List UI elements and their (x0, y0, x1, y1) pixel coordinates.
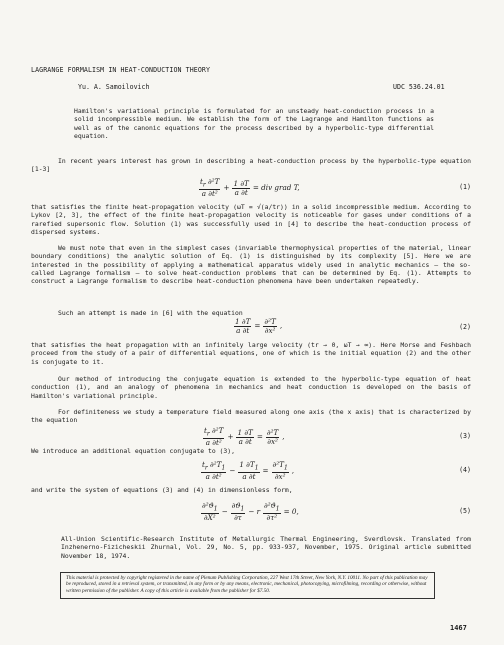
equation-2: $\frac{1 \partial T}{a \partial t}$ = $\frac{\text{∂²T}}{\text{∂x²}}$ , (2) (235, 317, 471, 335)
paragraph-3: We must note that even in the simplest cases (invariable thermophysical properties of the material, linear boundary conditions) the analytic solution of Eq. (1) is distinguished by its complexity [5]. Here we are interested in the possibility of applying a mathematical apparatus widely used in analytic mechanics — the so-called Lagrange formalism — to solve heat-conduction problems that can be determined by Eq. (1). Attempts to construct a Lagrange formalism to describe heat-conduction phenomena have been undertaken repeatedly. (31, 244, 471, 286)
equation-1: $\frac{t_r \partial^2T}{\text{a ∂t²}}$ + $\frac{1 \partial T}{a \partial t}$ = div grad T, (1) (200, 177, 471, 199)
paragraph-7: For definiteness we study a temperature field measured along one axis (the x axis) that is characterized by the equation (31, 408, 471, 425)
equation-1-rhs: = div grad T, (252, 183, 300, 193)
copyright-notice: This material is protected by copyright registered in the name of Plenum Publishing Corporation, 227 West 17th Street, New York, N.Y. 10011. No part of this publication may be reproduced, stored in a retrieval system, or transmitted, in any form or by any means, electronic, mechanical, photocopying, microfilming, recording or otherwise, without written permission of the publisher. A copy of this article is available from the publisher for $7.50. (60, 572, 435, 599)
paragraph-9: and write the system of equations (3) and (4) in dimensionless form, (31, 486, 293, 494)
equation-3: $\frac{t_r \partial^2T}{\text{a ∂t²}}$ + $\frac{1 \partial T}{a \partial t}$ = $\frac{\text{∂²T}}{\text{∂x²}}$ , (3) (204, 426, 471, 448)
equation-2-number: (2) (459, 323, 471, 331)
paragraph-6: Our method of introducing the conjugate equation is extended to the hyperbolic-type equation of heat conduction (1), and an analogy of phenomena in mechanics and heat conduction is developed on the basis of Hamilton's variational principle. (31, 375, 471, 400)
equation-5: $\frac{\partial^2ϑ_1}{\text{∂X²}}$ − $\frac{\partial ϑ_1}{\partial\tau}$ − r $\frac{\partial^2ϑ_1}{\text{∂τ²}}$ = 0, (5) (202, 501, 471, 523)
equation-3-number: (3) (459, 432, 471, 440)
page-number: 1467 (450, 624, 467, 632)
equation-1-number: (1) (459, 183, 471, 191)
equation-4: $\frac{t_r \partial^2T_1}{\text{a ∂t²}}$ − $\frac{1 \partial T_1}{a \partial t}$ = $\frac{\partial^2T_1}{\text{∂x²}}$ , (4) (202, 460, 471, 482)
abstract: Hamilton's variational principle is formulated for an unsteady heat-conduction process in a solid incompressible medium. We establish the form of the Lagrange and Hamilton functions as well as of the canonic equations for the process described by a hyperbolic-type differential equation. (74, 107, 434, 140)
paragraph-5: that satisfies the heat propagation with an infinitely large velocity (tr → 0, ωT → ∞). Here Morse and Feshbach proceed from the study of a pair of differential equations, one of which is the initial equation (2) and the other is conjugate to it. (31, 341, 471, 366)
equation-5-number: (5) (459, 507, 471, 515)
paragraph-1: In recent years interest has grown in describing a heat-conduction process by the hyperbolic-type equation [1-3] (31, 157, 471, 174)
paragraph-2: that satisfies the finite heat-propagation velocity (ωT = √(a/tr)) in a solid incompressible medium. According to Lykov [2, 3], the effect of the finite heat-propagation velocity is noticeable for gases under conditions of a rarefied supersonic flow. Solution (1) was successfully used in [4] to describe the heat-conduction process of dispersed systems. (31, 203, 471, 236)
equation-4-number: (4) (459, 466, 471, 474)
footnote: All-Union Scientific-Research Institute of Metallurgic Thermal Engineering, Sverdlovsk. Translated from Inzhenerno-Fizicheskii Zhurnal, Vol. 29, No. 5, pp. 933-937, November, 1975. Original article submitted November 18, 1974. (61, 535, 471, 560)
paper-title: LAGRANGE FORMALISM IN HEAT-CONDUCTION THEORY (31, 66, 211, 74)
author: Yu. A. Samoilovich (78, 83, 150, 91)
paragraph-4: Such an attempt is made in [6] with the equation (58, 309, 243, 317)
paragraph-8: We introduce an additional equation conjugate to (3), (31, 447, 235, 455)
udc-code: UDC 536.24.01 (393, 83, 445, 91)
